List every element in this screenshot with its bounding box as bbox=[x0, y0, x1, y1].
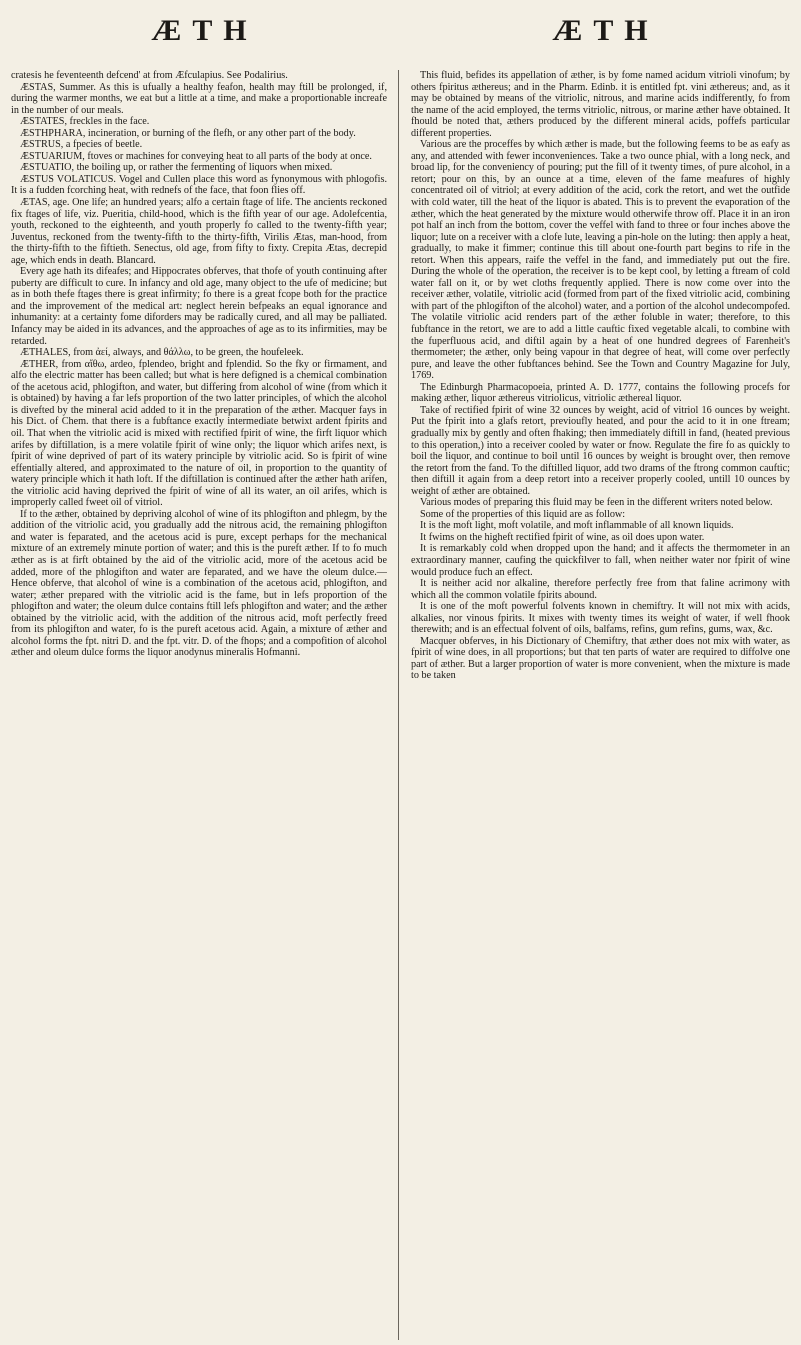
entry-paragraph: Every age hath its difeafes; and Hippocrates obferves, that thofe of youth continuing after puberty are difficult to cure. In infancy and old age, many object to the ufe of medicine; but as in both thefe ftages there is great infirmity; fo there is a great fcope both for the practice and the improvement of the medical art: neglect herein befpeaks an equal ignorance and inhumanity: at a certainty fome diforders may be radically cured, and all may be palliated. Infancy may be aided in its advances, and the approaches of age as to its infirmities, may be retarded. bbox=[11, 266, 387, 347]
entry-paragraph: Various are the proceffes by which æther is made, but the following feems to be as eafy as any, and attended with fewer inconveniences. Take a two ounce phial, with a long neck, and broad lip, for the conveniency of pouring; put the fill of it twenty times, of pure alcohol, in a retort; pour on this, by an ounce at a time, eleven of the fame meafures of highly concentrated oil of vitriol; at every addition of the acid, cork the retort, and wet the outfide with cold water, till the heat of the liquor is abated. This is to prevent the evaporation of the æther, which the heat generated by the mixture would otherwife throw off. Place it in an iron pot half an inch from the bottom, cover the veffel with fand to three or four inches above the liquor; lute on a receiver with a clofe lute, leaving a pin-hole on the luting: then apply a heat, gradually, to make it fimmer; continue this till about one-fourth part begins to rife in the retort. When this appears, raife the veffel in the fand, and immediately put out the fire. During the whole of the operation, the receiver is to be kept cool, by letting a ftream of cold water fall on it, or by wet cloths frequently applied. There is now come over into the receiver æther, volatile, vitriolic acid (formed from part of the fixed vitriolic acid, combining with part of the phlogifton of the alcohol) water, and a portion of the alcohol undecompofed. The volatile vitriolic acid renders part of the æther foluble in water; therefore, to this fubftance in the retort, we are to add a little cauftic fixed vegetable alcali, to combine with the fuperfluous acid, and diftil again by a heat of one hundred degrees of Farenheit's thermometer; the æther, only being vapour in that degree of heat, will come over perfectly pure, and leave the other fubftances behind. See the Town and Country Magazine for July, 1769. bbox=[411, 139, 790, 382]
entry-aestrus: ÆSTRUS, a fpecies of beetle. bbox=[20, 139, 143, 151]
entry-aestates: ÆSTATES, freckles in the face. bbox=[20, 116, 150, 128]
entry-paragraph: This fluid, befides its appellation of æther, is by fome named acidum vitrioli vinofum; by others fpiritus æthereus; and in the Pharm. Edinb. it is entitled fpt. vini æthereus; and, as it may be obtained by means of the vitriolic, nitrous, and marine acids indifferently, fo from the name of the acid employed, the terms vitriolic, nitrous, or marine æther have obtained. It fhould be noted that, æthers produced by the different mineral acids, poffefs particular different properties. bbox=[411, 70, 790, 139]
entry-paragraph: If to the æther, obtained by depriving alcohol of wine of its phlogifton and phlegm, by the addition of the vitriolic acid, you gradually add the nitrous acid, the remaining phlogifton and water is feparated, and the acetous acid is pure, except perhaps for the mechanical mixture of an extremely minute portion of water; and this is the pureft æther. If to fo much æther as is at firft obtained by the aid of the vitriolic acid, more of the acetous acid be added, more of the phlogifton and water are feparated, and we have the oleum dulce.—Hence obferve, that alcohol of wine is a combination of the acetous acid, phlogifton, and water; æther prepared with the vitriolic acid is the fame, but in lefs proportion of the phlogifton and water; the oleum dulce contains ftill lefs phlogifton and water; and the æther obtained by the vitriolic acid, with the addition of the nitrous acid, moft perfectly freed from its phlogifton and water, fo is the pureft acetous acid. Again, a mixture of æther and alcohol forms the fpt. nitri D. and the fpt. vitr. D. of the fhops; and a compofition of alcohol æther and oleum dulce forms the liquor anodynus mineralis Hofmanni. bbox=[11, 508, 387, 659]
entry-aestuarium: ÆSTUARIUM, ftoves or machines for conveying heat to all parts of the body at once. bbox=[20, 150, 372, 162]
entry-aestuatio: ÆSTUATIO, the boiling up, or rather the fermenting of liquors when mixed. bbox=[20, 162, 333, 174]
entry-paragraph: It is remarkably cold when dropped upon the hand; and it affects the thermometer in an extraordinary manner, caufing the quickfilver to fall, when neither water nor fpirit of wine would produce fuch an effect. bbox=[411, 543, 790, 578]
column-divider bbox=[398, 70, 399, 1340]
right-column bbox=[411, 70, 790, 1338]
entry-paragraph: It is neither acid nor alkaline, therefore perfectly free from that faline acrimony with which all the common volatile fpirits abound. bbox=[411, 578, 790, 601]
entry-paragraph: It fwims on the higheft rectified fpirit of wine, as oil does upon water. bbox=[420, 531, 705, 543]
left-column bbox=[11, 70, 387, 1338]
entry-aetas: ÆTAS, age. One life; an hundred years; alfo a certain ftage of life. The ancients reckoned fix ftages of life, viz. Pueritia, child-hood, which is the fifth year of our age. Adolefcentia, youth, reckoned to the eighteenth, and youth properly fo called to the twenty-fifth year; Juventus, reckoned from the twenty-fifth to the thirty-fifth, Virilis Ætas, man-hood, from the thirty-fifth to the fiftieth. Senectus, old age, from fifty to fixty. Crepita Ætas, decrepid age, which ends in death. Blancard. bbox=[11, 197, 387, 266]
entry-aestas: ÆSTAS, Summer. As this is ufually a healthy feafon, health may ftill be prolonged, if, during the warmer months, we eat but a little at a time, and make a proportionable increafe in the number of our meals. bbox=[11, 81, 387, 116]
entry-paragraph: cratesis he feventeenth defcend' at from Æfculapius. See Podalirius. bbox=[11, 70, 288, 81]
entry-paragraph: Take of rectified fpirit of wine 32 ounces by weight, acid of vitriol 16 ounces by weight. Put the fpirit into a glafs retort, previoufly heated, and pour the acid to it in one ftream; gradually mix by gently and often fhaking; then immediately diftill in fand, (heated previous to this operation,) into a receiver cooled by water or fnow. Regulate the fire fo as quickly to boil the liquor, and continue to boil until 16 ounces by weight is brought over, then remove the retort from the fand. To the diftilled liquor, add two drams of the ftrong common cauftic; then diftill it again from a deep retort into a receiver properly cooled, untill 10 ounces by weight of æther are obtained. bbox=[411, 404, 790, 497]
entry-aestus-volaticus: ÆSTUS VOLATICUS. Vogel and Cullen place this word as fynonymous with phlogofis. It is a fudden fcorching heat, with rednefs of the face, that foon flies off. bbox=[11, 173, 387, 197]
entry-paragraph: Some of the properties of this liquid are as follow: bbox=[420, 508, 626, 520]
entry-aesthphara: ÆSTHPHARA, incineration, or burning of the flefh, or any other part of the body. bbox=[20, 127, 356, 139]
running-header-left: Æ T H bbox=[151, 14, 249, 47]
entry-aethales: ÆTHALES, from ἀεί, always, and θάλλω, to be green, the houfeleek. bbox=[20, 347, 304, 359]
running-header-right: Æ T H bbox=[552, 14, 650, 47]
entry-paragraph: Various modes of preparing this fluid may be feen in the different writers noted below. bbox=[420, 497, 773, 509]
entry-paragraph: It is the moft light, moft volatile, and moft inflammable of all known liquids. bbox=[420, 520, 734, 532]
entry-paragraph: The Edinburgh Pharmacopoeia, printed A. D. 1777, contains the following procefs for making æther, liquor æthereus vitriolicus, vitriolic æthereal liquor. bbox=[411, 381, 790, 405]
entry-paragraph: Macquer obferves, in his Dictionary of Chemiftry, that æther does not mix with water, as fpirit of wine does, in all proportions; but that ten parts of water are required to diffolve one part of æther. But a larger proportion of water is more convenient, when the mixture is made to be taken bbox=[411, 635, 790, 682]
entry-aether: ÆTHER, from αἴθω, ardeo, fplendeo, bright and fplendid. So the fky or firmament, and alfo the electric matter has been called; but what is here defigned is a chemical combination of the acetous acid, phlogifton, and water, but differing from alcohol of wine (from which it is obtained) by having a far lefs proportion of the two latter principles, of which the alcohol is divefted by the mineral acid added to it in the preparation of the æther. Macquer fays in his Dict. of Chem. that there is a fubftance exactly intermediate betwixt ardent fpirits and oil. That when the vitriolic acid is mixed with rectified fpirit of wine, the firft liquor which arifes by diftillation, is a mere volatile fpirit of wine only; the liquor which arifes next, is fpirit of wine deprived of part of its watery principle by vitriolic acid. So is fpirit of wine effentially altered, and approximated to the nature of oil, in proportion to the quantity of watery principle which it hath loft. If the diftillation is continued after the æther hath arifen, the vitriolic acid having deprived the fpirit of wine of all its water, an oil arifes, which is improperly called fweet oil of vitriol. bbox=[11, 358, 387, 509]
entry-paragraph: It is one of the moft powerful folvents known in chemiftry. It will not mix with acids, alkalies, nor vinous fpirits. It mixes with twenty times its weight of water, if well fhook therewith; and is an effectual folvent of oils, balfams, refins, gum refins, gums, wax, &c. bbox=[411, 601, 790, 636]
